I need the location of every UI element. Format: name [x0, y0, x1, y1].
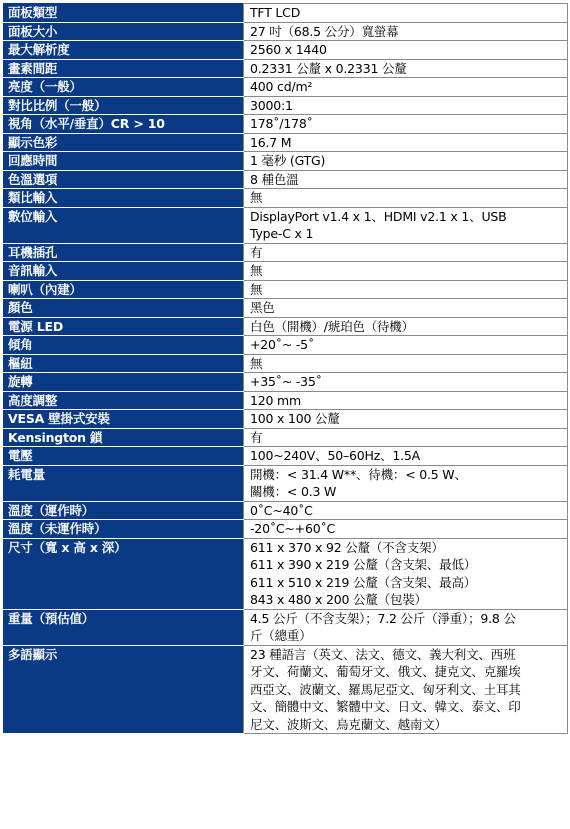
spec-value: 16.7 M — [244, 133, 568, 152]
spec-value: -20˚C~+60˚C — [244, 520, 568, 539]
spec-row-response-time — [4, 152, 568, 171]
spec-value: 開機：< 31.4 W**、待機：< 0.5 W、 關機：< 0.3 W — [244, 465, 568, 501]
spec-label: 高度調整 — [4, 391, 244, 410]
spec-row-height-adjustment — [4, 391, 568, 410]
spec-value: 有 — [244, 428, 568, 447]
spec-label: 畫素間距 — [4, 59, 244, 78]
spec-label: 色溫選項 — [4, 170, 244, 189]
spec-value: 120 mm — [244, 391, 568, 410]
spec-label: 視角（水平/垂直）CR > 10 — [4, 115, 244, 134]
spec-label: 音訊輸入 — [4, 262, 244, 281]
spec-row-audio-input — [4, 262, 568, 281]
spec-row-voltage — [4, 447, 568, 466]
spec-row-tilt — [4, 336, 568, 355]
spec-label: 顯示色彩 — [4, 133, 244, 152]
spec-value: 100 x 100 公釐 — [244, 410, 568, 429]
spec-row-speakers — [4, 280, 568, 299]
spec-label: 耗電量 — [4, 465, 244, 501]
spec-row-color-temperature — [4, 170, 568, 189]
spec-label: 重量（預估值） — [4, 609, 244, 645]
spec-row-non-operating-temperature — [4, 520, 568, 539]
spec-row-color — [4, 299, 568, 318]
spec-label: 數位輸入 — [4, 207, 244, 243]
spec-row-max-resolution — [4, 41, 568, 60]
spec-label: 類比輸入 — [4, 189, 244, 208]
spec-value: 0˚C~40˚C — [244, 501, 568, 520]
spec-row-analog-input — [4, 189, 568, 208]
spec-row-operating-temperature — [4, 501, 568, 520]
spec-value: 100~240V、50–60Hz、1.5A — [244, 447, 568, 466]
spec-label: 旋轉 — [4, 373, 244, 392]
spec-value: 4.5 公斤（不含支架）；7.2 公斤（淨重）；9.8 公 斤（總重） — [244, 609, 568, 645]
spec-value: 2560 x 1440 — [244, 41, 568, 60]
spec-value: 無 — [244, 262, 568, 281]
spec-value: 400 cd/m² — [244, 78, 568, 97]
spec-row-panel-type — [4, 4, 568, 23]
spec-value: +20˚~ -5˚ — [244, 336, 568, 355]
spec-row-digital-input — [4, 207, 568, 243]
spec-row-power-consumption — [4, 465, 568, 501]
spec-label: 面板類型 — [4, 4, 244, 23]
spec-label: 傾角 — [4, 336, 244, 355]
spec-label: 顏色 — [4, 299, 244, 318]
spec-row-kensington-lock — [4, 428, 568, 447]
spec-row-pivot — [4, 354, 568, 373]
spec-label: VESA 壁掛式安裝 — [4, 410, 244, 429]
spec-label: 喇叭（內建） — [4, 280, 244, 299]
spec-label: 溫度（未運作時） — [4, 520, 244, 539]
spec-label: 電源 LED — [4, 317, 244, 336]
spec-label: 面板大小 — [4, 22, 244, 41]
spec-label: 對比比例（一般） — [4, 96, 244, 115]
spec-row-brightness — [4, 78, 568, 97]
spec-row-weight — [4, 609, 568, 645]
spec-row-swivel — [4, 373, 568, 392]
spec-value: 黑色 — [244, 299, 568, 318]
spec-row-power-led — [4, 317, 568, 336]
spec-value: DisplayPort v1.4 x 1、HDMI v2.1 x 1、USB Type-C x 1 — [244, 207, 568, 243]
spec-value: 有 — [244, 243, 568, 262]
spec-row-panel-size — [4, 22, 568, 41]
spec-row-dimensions — [4, 538, 568, 609]
spec-table-body — [4, 4, 568, 734]
spec-value: 無 — [244, 189, 568, 208]
spec-value: 27 吋（68.5 公分）寬螢幕 — [244, 22, 568, 41]
spec-label: 電壓 — [4, 447, 244, 466]
spec-value: +35˚~ -35˚ — [244, 373, 568, 392]
spec-label: 回應時間 — [4, 152, 244, 171]
spec-label: 耳機插孔 — [4, 243, 244, 262]
spec-value: 178˚/178˚ — [244, 115, 568, 134]
spec-value: TFT LCD — [244, 4, 568, 23]
spec-value: 8 種色溫 — [244, 170, 568, 189]
spec-label: 多語顯示 — [4, 645, 244, 734]
spec-value: 1 毫秒 (GTG) — [244, 152, 568, 171]
spec-value: 白色（開機）/琥珀色（待機） — [244, 317, 568, 336]
spec-table — [3, 3, 568, 734]
spec-label: 溫度（運作時） — [4, 501, 244, 520]
spec-value: 無 — [244, 354, 568, 373]
spec-value: 611 x 370 x 92 公釐（不含支架） 611 x 390 x 219 公釐（含支架、最低） 611 x 510 x 219 公釐（含支架、最高） 843 x 480 x 200 公釐（包裝） — [244, 538, 568, 609]
spec-label: 樞紐 — [4, 354, 244, 373]
spec-row-headphone-jack — [4, 243, 568, 262]
spec-label: 尺寸（寬 x 高 x 深） — [4, 538, 244, 609]
spec-row-osd-languages — [4, 645, 568, 734]
spec-label: Kensington 鎖 — [4, 428, 244, 447]
spec-row-viewing-angle — [4, 115, 568, 134]
spec-value: 0.2331 公釐 x 0.2331 公釐 — [244, 59, 568, 78]
spec-row-contrast-ratio — [4, 96, 568, 115]
spec-label: 亮度（一般） — [4, 78, 244, 97]
spec-label: 最大解析度 — [4, 41, 244, 60]
spec-value: 無 — [244, 280, 568, 299]
spec-row-display-colors — [4, 133, 568, 152]
spec-row-vesa-mount — [4, 410, 568, 429]
spec-row-pixel-pitch — [4, 59, 568, 78]
spec-value: 3000:1 — [244, 96, 568, 115]
spec-value: 23 種語言（英文、法文、德文、義大利文、西班 牙文、荷蘭文、葡萄牙文、俄文、捷克文、克羅埃 西亞文、波蘭文、羅馬尼亞文、匈牙利文、土耳其 文、簡體中文、繁體中文、日文、韓文、泰文、印 尼文、波斯文、烏克蘭文、越南文） — [244, 645, 568, 734]
